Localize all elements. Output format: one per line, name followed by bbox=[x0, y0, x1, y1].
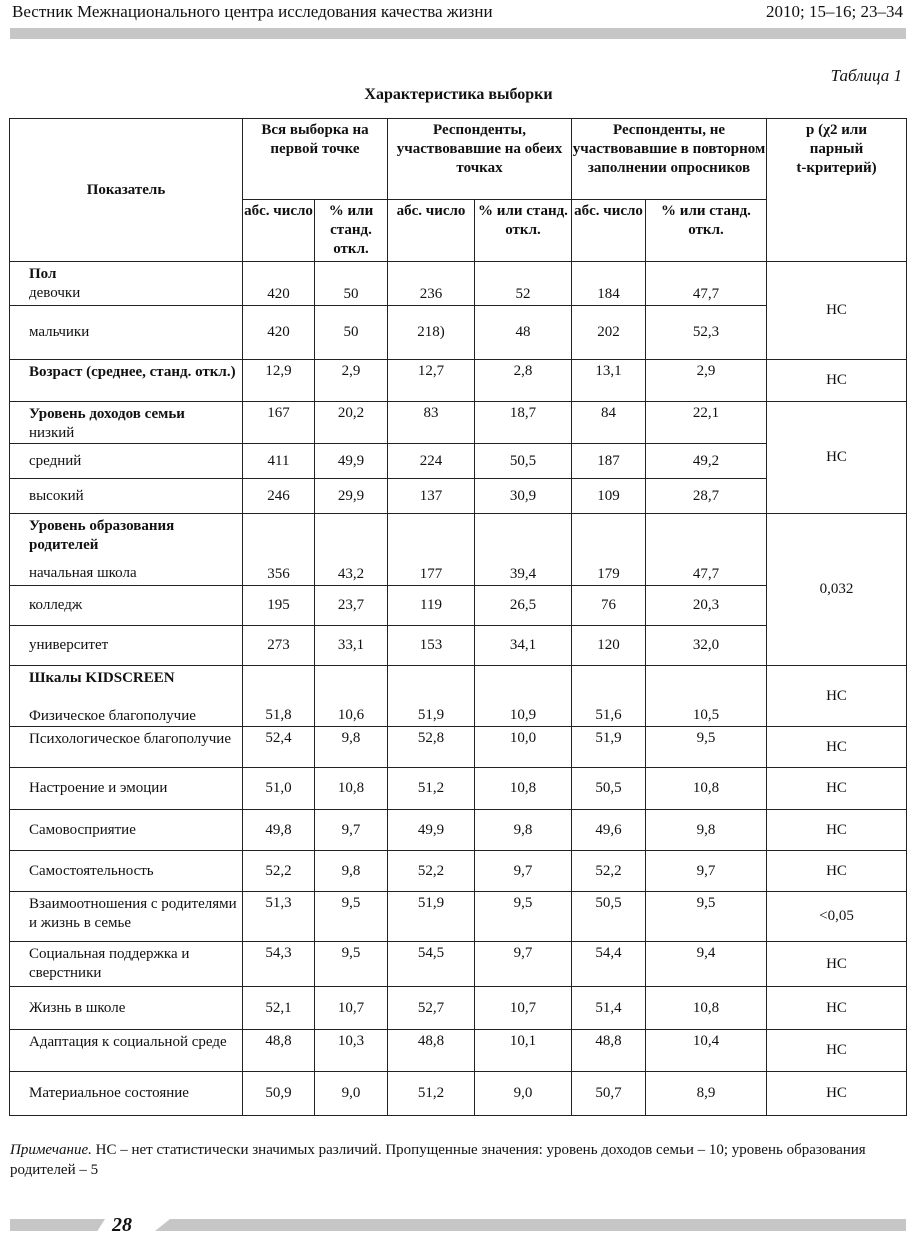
cell: 179 bbox=[572, 514, 646, 586]
cell: 51,9 bbox=[388, 892, 475, 942]
cell: 9,7 bbox=[475, 942, 572, 987]
cell: 13,1 bbox=[572, 360, 646, 402]
header-bar bbox=[10, 28, 906, 39]
cell: 10,0 bbox=[475, 727, 572, 768]
table-row bbox=[10, 666, 907, 727]
cell: 33,1 bbox=[315, 626, 388, 666]
table-row bbox=[10, 810, 907, 851]
cell: 10,8 bbox=[646, 987, 767, 1030]
cell: 50,7 bbox=[572, 1072, 646, 1116]
cell: 51,3 bbox=[243, 892, 315, 942]
cell: 52 bbox=[475, 262, 572, 306]
cell: 9,7 bbox=[646, 851, 767, 892]
cell: 202 bbox=[572, 306, 646, 360]
p-cell: НС bbox=[767, 987, 907, 1030]
cell: 76 bbox=[572, 586, 646, 626]
table-row bbox=[10, 942, 907, 987]
cell: 52,2 bbox=[572, 851, 646, 892]
cell: 9,8 bbox=[646, 810, 767, 851]
row-label: Взаимоотношения с родителями и жизнь в семье bbox=[10, 892, 243, 942]
table-row bbox=[10, 987, 907, 1030]
cell: 39,4 bbox=[475, 514, 572, 586]
cell: 52,7 bbox=[388, 987, 475, 1030]
cell: 10,6 bbox=[315, 666, 388, 727]
col-pct: % или станд. откл. bbox=[475, 200, 572, 262]
p-cell: НС bbox=[767, 768, 907, 810]
cell: 48,8 bbox=[243, 1030, 315, 1072]
section-title: Возраст (среднее, станд. откл.) bbox=[10, 360, 243, 402]
cell: 34,1 bbox=[475, 626, 572, 666]
col-p bbox=[767, 119, 907, 262]
section-title: Уровень образования родителей bbox=[29, 518, 175, 553]
cell: 356 bbox=[243, 514, 315, 586]
cell: 236 bbox=[388, 262, 475, 306]
cell: 184 bbox=[572, 262, 646, 306]
cell: 10,8 bbox=[646, 768, 767, 810]
journal-title: Вестник Межнационального центра исследования качества жизни bbox=[12, 2, 493, 21]
row-label: Психологическое благополучие bbox=[10, 727, 243, 768]
cell: 420 bbox=[243, 306, 315, 360]
col-abs: абс. число bbox=[572, 200, 646, 262]
table-row bbox=[10, 768, 907, 810]
section-title: Пол bbox=[29, 266, 57, 282]
cell: 49,6 bbox=[572, 810, 646, 851]
p-cell: 0,032 bbox=[767, 514, 907, 666]
cell: 177 bbox=[388, 514, 475, 586]
cell: 52,2 bbox=[243, 851, 315, 892]
cell: 54,3 bbox=[243, 942, 315, 987]
cell: 8,9 bbox=[646, 1072, 767, 1116]
cell: 48 bbox=[475, 306, 572, 360]
cell: 52,4 bbox=[243, 727, 315, 768]
footer-bar-right bbox=[155, 1219, 906, 1231]
cell: 51,0 bbox=[243, 768, 315, 810]
cell: 9,5 bbox=[475, 892, 572, 942]
cell: 10,9 bbox=[475, 666, 572, 727]
section-title: Уровень доходов семьи bbox=[29, 406, 185, 422]
cell: 49,2 bbox=[646, 444, 767, 479]
cell: 18,7 bbox=[475, 402, 572, 444]
note-text: НС – нет статистически значимых различий. Пропущенные значения: уровень доходов семьи – 10; уровень образования родителей – 5 bbox=[10, 1142, 866, 1178]
row-label: Адаптация к социальной среде bbox=[10, 1030, 243, 1072]
cell: 2,8 bbox=[475, 360, 572, 402]
cell: 51,9 bbox=[572, 727, 646, 768]
row-label: Жизнь в школе bbox=[10, 987, 243, 1030]
row-label: низкий bbox=[29, 425, 75, 441]
row-label: мальчики bbox=[10, 306, 243, 360]
cell: 26,5 bbox=[475, 586, 572, 626]
cell: 9,4 bbox=[646, 942, 767, 987]
row-label: Самовосприятие bbox=[10, 810, 243, 851]
cell: 48,8 bbox=[572, 1030, 646, 1072]
row-label: Социальная поддержка и сверстники bbox=[10, 942, 243, 987]
table-row bbox=[10, 360, 907, 402]
cell: 109 bbox=[572, 479, 646, 514]
cell: 9,0 bbox=[315, 1072, 388, 1116]
cell: 10,7 bbox=[475, 987, 572, 1030]
cell: 10,5 bbox=[646, 666, 767, 727]
cell: 9,5 bbox=[646, 892, 767, 942]
row-label: высокий bbox=[10, 479, 243, 514]
table-row bbox=[10, 1030, 907, 1072]
row-label: Физическое благополучие bbox=[29, 708, 196, 724]
cell: 10,4 bbox=[646, 1030, 767, 1072]
sample-table bbox=[9, 118, 907, 1116]
cell: 10,8 bbox=[315, 768, 388, 810]
col-p-line1: p (χ2 или bbox=[806, 122, 867, 138]
note-label: Примечание. bbox=[10, 1142, 92, 1158]
cell: 2,9 bbox=[315, 360, 388, 402]
cell: 29,9 bbox=[315, 479, 388, 514]
col-pct: % или станд. откл. bbox=[315, 200, 388, 262]
cell: 51,2 bbox=[388, 768, 475, 810]
cell: 10,8 bbox=[475, 768, 572, 810]
table-row bbox=[10, 727, 907, 768]
cell: 119 bbox=[388, 586, 475, 626]
cell: 52,1 bbox=[243, 987, 315, 1030]
col-abs: абс. число bbox=[388, 200, 475, 262]
cell: 187 bbox=[572, 444, 646, 479]
cell: 51,6 bbox=[572, 666, 646, 727]
cell: 54,5 bbox=[388, 942, 475, 987]
row-label: девочки bbox=[29, 285, 81, 301]
cell: 9,8 bbox=[315, 727, 388, 768]
cell: 51,9 bbox=[388, 666, 475, 727]
cell: 47,7 bbox=[646, 514, 767, 586]
cell: 49,9 bbox=[315, 444, 388, 479]
page-number: 28 bbox=[112, 1214, 132, 1236]
p-cell: НС bbox=[767, 262, 907, 360]
p-cell: НС bbox=[767, 1072, 907, 1116]
cell: 54,4 bbox=[572, 942, 646, 987]
p-cell: НС bbox=[767, 942, 907, 987]
cell: 84 bbox=[572, 402, 646, 444]
col-pct: % или станд. откл. bbox=[646, 200, 767, 262]
col-indicator: Показатель bbox=[10, 119, 243, 262]
cell: 167 bbox=[243, 402, 315, 444]
col-group2: Респонденты, участвовавшие на обеих точках bbox=[388, 119, 572, 200]
p-cell: НС bbox=[767, 727, 907, 768]
table-title: Характеристика выборки bbox=[364, 86, 553, 103]
p-cell: НС bbox=[767, 360, 907, 402]
cell: 10,1 bbox=[475, 1030, 572, 1072]
col-group1: Вся выборка на первой точке bbox=[243, 119, 388, 200]
p-cell: НС bbox=[767, 851, 907, 892]
cell: 50,5 bbox=[475, 444, 572, 479]
cell: 50,9 bbox=[243, 1072, 315, 1116]
cell: 273 bbox=[243, 626, 315, 666]
cell: 420 bbox=[243, 262, 315, 306]
table-row bbox=[10, 851, 907, 892]
cell: 43,2 bbox=[315, 514, 388, 586]
cell: 28,7 bbox=[646, 479, 767, 514]
cell: 20,2 bbox=[315, 402, 388, 444]
cell: 137 bbox=[388, 479, 475, 514]
cell: 12,9 bbox=[243, 360, 315, 402]
table-row bbox=[10, 1072, 907, 1116]
cell: 9,8 bbox=[315, 851, 388, 892]
cell: 50 bbox=[315, 306, 388, 360]
col-abs: абс. число bbox=[243, 200, 315, 262]
footer-bar-left bbox=[10, 1219, 105, 1231]
cell: 52,3 bbox=[646, 306, 767, 360]
issue-info: 2010; 15–16; 23–34 bbox=[766, 2, 903, 21]
cell: 51,8 bbox=[243, 666, 315, 727]
cell: 9,7 bbox=[475, 851, 572, 892]
cell: 9,5 bbox=[315, 942, 388, 987]
row-label: средний bbox=[10, 444, 243, 479]
p-cell: НС bbox=[767, 666, 907, 727]
row-label: Настроение и эмоции bbox=[10, 768, 243, 810]
p-cell: НС bbox=[767, 810, 907, 851]
row-label: начальная школа bbox=[29, 565, 137, 581]
cell: 83 bbox=[388, 402, 475, 444]
cell: 10,3 bbox=[315, 1030, 388, 1072]
cell: 47,7 bbox=[646, 262, 767, 306]
cell: 52,2 bbox=[388, 851, 475, 892]
col-group3: Респонденты, не участвовавшие в повторном заполнении опросников bbox=[572, 119, 767, 200]
row-label: университет bbox=[10, 626, 243, 666]
cell: 10,7 bbox=[315, 987, 388, 1030]
cell: 153 bbox=[388, 626, 475, 666]
cell: 20,3 bbox=[646, 586, 767, 626]
cell: 23,7 bbox=[315, 586, 388, 626]
cell: 50,5 bbox=[572, 892, 646, 942]
cell: 246 bbox=[243, 479, 315, 514]
row-label: Материальное состояние bbox=[10, 1072, 243, 1116]
col-p-line2: парный bbox=[809, 141, 864, 157]
cell: 49,8 bbox=[243, 810, 315, 851]
cell: 12,7 bbox=[388, 360, 475, 402]
table-row bbox=[10, 402, 907, 444]
cell: 48,8 bbox=[388, 1030, 475, 1072]
p-cell: <0,05 bbox=[767, 892, 907, 942]
p-cell: НС bbox=[767, 402, 907, 514]
cell: 32,0 bbox=[646, 626, 767, 666]
row-label: колледж bbox=[10, 586, 243, 626]
cell: 22,1 bbox=[646, 402, 767, 444]
cell: 30,9 bbox=[475, 479, 572, 514]
section-title: Шкалы KIDSCREEN bbox=[29, 670, 175, 686]
cell: 51,4 bbox=[572, 987, 646, 1030]
cell: 9,8 bbox=[475, 810, 572, 851]
cell: 50 bbox=[315, 262, 388, 306]
cell: 52,8 bbox=[388, 727, 475, 768]
table-row bbox=[10, 514, 907, 586]
cell: 9,5 bbox=[315, 892, 388, 942]
cell: 51,2 bbox=[388, 1072, 475, 1116]
cell: 195 bbox=[243, 586, 315, 626]
table-note bbox=[10, 1140, 900, 1180]
cell: 49,9 bbox=[388, 810, 475, 851]
cell: 50,5 bbox=[572, 768, 646, 810]
cell: 224 bbox=[388, 444, 475, 479]
p-cell: НС bbox=[767, 1030, 907, 1072]
table-label: Таблица 1 bbox=[830, 66, 902, 85]
table-row bbox=[10, 892, 907, 942]
table-row bbox=[10, 262, 907, 306]
cell: 411 bbox=[243, 444, 315, 479]
row-label: Самостоятельность bbox=[10, 851, 243, 892]
cell: 218) bbox=[388, 306, 475, 360]
cell: 9,0 bbox=[475, 1072, 572, 1116]
cell: 2,9 bbox=[646, 360, 767, 402]
cell: 9,7 bbox=[315, 810, 388, 851]
cell: 120 bbox=[572, 626, 646, 666]
col-p-line3: t-критерий) bbox=[796, 160, 877, 176]
cell: 9,5 bbox=[646, 727, 767, 768]
